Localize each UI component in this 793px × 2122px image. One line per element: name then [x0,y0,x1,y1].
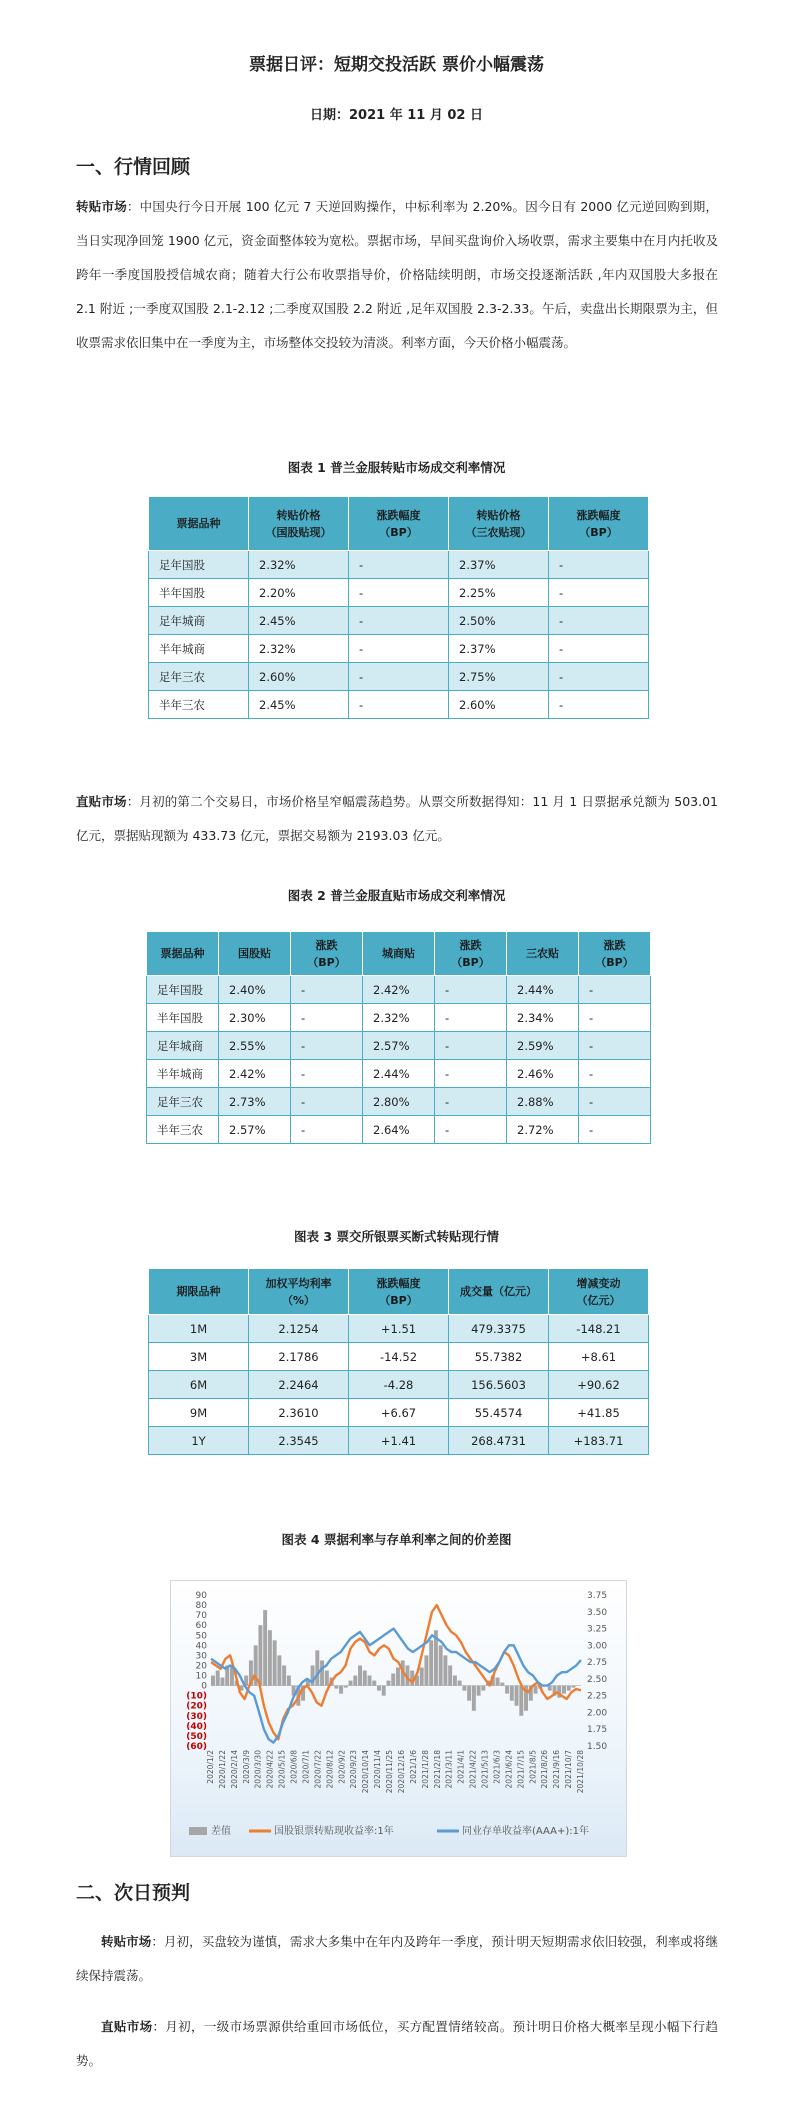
spread-bar [505,1686,509,1694]
row-label-cell: 6M [149,1371,249,1399]
table-cell: - [579,1004,651,1032]
table-cell: - [349,551,449,579]
x-tick-label: 2020/2/14 [229,1750,239,1789]
spread-bar [420,1667,424,1685]
y-right-tick-label: 3.25 [587,1624,608,1635]
y-left-tick-label: (60) [186,1742,207,1752]
x-tick-label: 2020/4/22 [265,1750,275,1789]
table-cell: 2.42% [363,976,435,1004]
y-left-tick-label: 60 [195,1621,207,1632]
label-forecast-transfer: 转贴市场 [101,1934,152,1949]
spread-bar [429,1640,433,1685]
x-tick-label: 2020/6/8 [289,1750,299,1784]
paragraph-forecast-transfer [76,1925,718,1993]
row-label-cell: 足年三农 [149,663,249,691]
x-tick-label: 2020/1/22 [217,1750,227,1789]
column-header [549,1269,649,1315]
table-cell: - [579,1060,651,1088]
column-header-line: 成交量（亿元） [460,1285,537,1298]
column-header-line: 涨跌幅度 [576,508,621,522]
x-tick-label: 2021/6/3 [492,1750,502,1784]
table-cell: +90.62 [549,1371,649,1399]
y-left-tick-label: (30) [186,1711,207,1722]
x-tick-label: 2021/9/16 [552,1750,562,1789]
x-tick-label: 2021/7/15 [516,1750,526,1789]
y-left-tick-label: 90 [195,1591,207,1601]
table-cell: +8.61 [549,1343,649,1371]
table-cell: - [349,607,449,635]
x-tick-label: 2020/9/23 [349,1750,359,1789]
spread-bar [462,1686,466,1691]
legend-label-spread: 差值 [211,1826,231,1837]
row-label-cell: 足年城商 [147,1032,219,1060]
table-cell: +1.51 [349,1315,449,1343]
spread-bar [510,1686,514,1701]
spread-bar [500,1683,504,1686]
table-cell: - [291,1060,363,1088]
table-cell: - [549,551,649,579]
spread-bar [448,1665,452,1685]
x-tick-label: 2021/10/28 [576,1750,585,1794]
table-cell: 55.4574 [449,1399,549,1427]
row-label-cell: 足年城商 [149,607,249,635]
spread-bar [349,1681,353,1686]
table-cell: 2.1254 [249,1315,349,1343]
table-cell: 2.46% [507,1060,579,1088]
paragraph-transfer-market [76,190,718,360]
table-cell: 2.60% [249,663,349,691]
table-cell: -4.28 [349,1371,449,1399]
x-tick-label: 2020/10/14 [361,1750,371,1794]
column-header-line: 转贴价格 [276,508,321,522]
x-tick-label: 2020/5/15 [277,1750,287,1789]
table-cell: 2.42% [219,1060,291,1088]
column-header [149,1269,249,1315]
y-right-tick-label: 1.50 [587,1742,608,1752]
y-right-tick-label: 2.75 [587,1658,608,1669]
spread-bar [344,1686,348,1688]
column-header-line: （国股贴现） [265,525,332,539]
y-left-tick-label: 20 [195,1661,207,1672]
table-cell: - [579,1116,651,1144]
table-cell: - [435,1032,507,1060]
spread-bar [458,1681,462,1686]
column-header-line: （BP） [379,1293,418,1307]
table-row [149,635,649,663]
row-label-cell: 半年城商 [147,1060,219,1088]
column-header-line: 涨跌 [459,938,482,952]
page-title: 票据日评：短期交投活跃 票价小幅震荡 [249,55,544,75]
spread-bar [467,1686,471,1701]
spread-bar [477,1686,481,1696]
legend-label-cd: 同业存单收益率(AAA+):1年 [462,1826,589,1837]
column-header [549,497,649,551]
y-left-tick-label: 0 [201,1681,207,1692]
spread-bar [282,1665,286,1685]
table-row [149,1343,649,1371]
spread-bar [387,1681,391,1686]
spread-bar [424,1655,428,1685]
y-left-tick-label: 30 [195,1651,207,1662]
table-cell: 2.30% [219,1004,291,1032]
table-cell: - [435,1060,507,1088]
table-cell: 2.25% [449,579,549,607]
y-left-tick-label: 80 [195,1601,207,1612]
table-row [149,663,649,691]
spread-bar [567,1686,571,1691]
table-cell: +183.71 [549,1427,649,1455]
column-header-line: （BP） [595,955,634,969]
table-cell: +6.67 [349,1399,449,1427]
table-cell: +1.41 [349,1427,449,1455]
spread-bar [320,1660,324,1685]
column-header-line: 加权平均利率 [265,1276,332,1290]
row-label-cell: 半年城商 [149,635,249,663]
table-row [149,1399,649,1427]
table-row [149,551,649,579]
y-left-tick-label: 70 [195,1611,207,1622]
x-tick-label: 2021/1/28 [420,1750,430,1789]
row-label-cell: 足年国股 [147,976,219,1004]
y-right-tick-label: 3.50 [587,1607,608,1618]
table-cell: - [435,1004,507,1032]
spread-bar [315,1650,319,1685]
spread-bar [562,1686,566,1694]
row-label-cell: 半年三农 [149,691,249,719]
x-tick-label: 2020/11/4 [373,1750,383,1789]
spread-bar [496,1678,500,1686]
table-row [147,1032,651,1060]
spread-bar [268,1630,272,1685]
column-header [349,497,449,551]
table-row [147,1004,651,1032]
table-cell: 2.45% [249,607,349,635]
table-cell: - [435,976,507,1004]
x-tick-label: 2020/7/22 [313,1750,323,1789]
table-cell: 268.4731 [449,1427,549,1455]
x-tick-label: 2020/1/2 [206,1750,215,1784]
x-tick-label: 2020/9/2 [337,1750,347,1784]
column-header-line: （BP） [579,525,618,539]
y-right-tick-label: 2.00 [587,1708,608,1719]
x-tick-label: 2020/3/30 [253,1750,263,1789]
spread-bar [358,1665,362,1685]
table-cell: 2.40% [219,976,291,1004]
column-header [449,497,549,551]
x-tick-label: 2021/5/13 [480,1750,490,1789]
row-label-cell: 半年国股 [149,579,249,607]
table-cell: - [435,1116,507,1144]
label-forecast-direct: 直贴市场 [101,2019,153,2034]
table-cell: - [349,579,449,607]
spread-bar [368,1676,372,1686]
column-header-line: 涨跌幅度 [376,508,421,522]
column-header-line: （%） [281,1293,316,1307]
table-cell: 2.20% [249,579,349,607]
table-cell: 2.64% [363,1116,435,1144]
report-date: 日期：2021 年 11 月 02 日 [310,108,483,123]
table-row [149,579,649,607]
table-cell: 2.37% [449,551,549,579]
column-header-line: 票据品种 [160,947,205,960]
row-label-cell: 1Y [149,1427,249,1455]
x-tick-label: 2020/3/9 [241,1750,251,1784]
row-label-cell: 1M [149,1315,249,1343]
table-cell: 2.72% [507,1116,579,1144]
column-header [249,497,349,551]
text-direct-market: ：月初的第二个交易日，市场价格呈窄幅震荡趋势。从票交所数据得知：11 月 1 日票据承兑额为 503.01 亿元，票据贴现额为 433.73 亿元，票据交易额为 2193.03 亿元。 [76,794,718,843]
table-cell: 2.60% [449,691,549,719]
column-header [449,1269,549,1315]
table-cell: 2.2464 [249,1371,349,1399]
text-transfer-market: ：中国央行今日开展 100 亿元 7 天逆回购操作，中标利率为 2.20%。因今日有 2000 亿元逆回购到期，当日实现净回笼 1900 亿元，资金面整体较为宽松。票据市场，早间买盘询价入场收票，需求主要集中在月内托收及跨年一季度国股授信城农商；随着大行公布收票指导价，价格陆续明朗，市场交投逐渐活跃 ,年内双国股大多报在 2.1 附近 ;一季度双国股 2.1-2.12 ;二季度双国股 2.2 附近 ,足年双国股 2.3-2.33。午后，卖盘出长期限票为主，但收票需求依旧集中在一季度为主，市场整体交投较为清淡。利率方面，今天价格小幅震荡。 [76,199,718,350]
table-header-row [147,932,651,976]
table-row [149,691,649,719]
spread-bar [481,1686,485,1691]
table-cell: -14.52 [349,1343,449,1371]
table-cell: - [579,976,651,1004]
y-left-tick-label: (20) [186,1701,207,1712]
column-header-line: 增减变动 [576,1276,621,1290]
spread-bar [277,1655,281,1685]
table-cell: - [291,976,363,1004]
column-header [249,1269,349,1315]
row-label-cell: 半年三农 [147,1116,219,1144]
x-tick-label: 2021/3/11 [444,1750,454,1789]
row-label-cell: 9M [149,1399,249,1427]
table-cell: - [291,1116,363,1144]
column-header [349,1269,449,1315]
spread-bar [519,1686,523,1716]
x-tick-label: 2021/2/18 [432,1750,442,1789]
spread-bar [515,1686,519,1706]
table-cell: 2.3545 [249,1427,349,1455]
row-label-cell: 3M [149,1343,249,1371]
spread-bar [216,1671,220,1686]
text-forecast-direct: ：月初，一级市场票源供给重回市场低位，买方配置情绪较高。预计明日价格大概率呈现小幅下行趋势。 [76,2019,718,2068]
table-cell: 2.1786 [249,1343,349,1371]
table-row [147,1116,651,1144]
spread-bar [211,1676,215,1686]
table-cell: 2.75% [449,663,549,691]
table-cell: 2.50% [449,607,549,635]
row-label-cell: 半年国股 [147,1004,219,1032]
text-forecast-transfer: ：月初，买盘较为谨慎，需求大多集中在年内及跨年一季度，预计明天短期需求依旧较强，利率或将继续保持震荡。 [76,1934,718,1983]
table-cell: +41.85 [549,1399,649,1427]
spread-bar [287,1676,291,1686]
spread-bar [472,1686,476,1711]
column-header [291,932,363,976]
column-header [363,932,435,976]
x-tick-label: 2020/12/16 [396,1750,406,1794]
x-tick-label: 2021/6/24 [504,1750,514,1789]
column-header-line: 城商贴 [382,947,415,960]
spread-chart [170,1580,627,1857]
table-row [147,976,651,1004]
spread-bar [572,1686,576,1688]
spread-bar [334,1686,338,1689]
column-header-line: 涨跌 [603,938,626,952]
x-tick-label: 2020/11/25 [385,1750,395,1794]
table-cell: 2.37% [449,635,549,663]
column-header-line: 涨跌 [315,938,338,952]
table-cell: 2.57% [219,1116,291,1144]
column-header [507,932,579,976]
column-header-line: （三农贴现） [465,525,532,539]
table-row [149,1427,649,1455]
table-row [149,607,649,635]
y-left-tick-label: 40 [195,1641,207,1652]
table-cell: 2.32% [249,551,349,579]
table-cell: 55.7382 [449,1343,549,1371]
column-header [147,932,219,976]
table-transfer-rates [148,496,649,719]
spread-bar [325,1671,329,1686]
column-header [435,932,507,976]
table-direct-rates [146,931,651,1144]
spread-chart-svg [171,1581,626,1856]
table-cell: 2.44% [507,976,579,1004]
spread-bar [391,1674,395,1686]
column-header-line: （BP） [379,525,418,539]
section-heading-forecast: 二、次日预判 [76,1882,191,1904]
table-cell: - [549,691,649,719]
y-left-tick-label: (10) [186,1691,207,1702]
table-cell: - [579,1088,651,1116]
x-tick-label: 2021/8/26 [540,1750,550,1789]
table-header-row [149,497,649,551]
table1-caption: 图表 1 普兰金服转贴市场成交利率情况 [287,460,506,475]
table-cell: 2.57% [363,1032,435,1060]
x-tick-label: 2020/8/12 [325,1750,335,1789]
table-cell: - [549,607,649,635]
table-cell: - [291,1088,363,1116]
spread-bar [363,1671,367,1686]
y-right-tick-label: 3.75 [587,1591,608,1601]
table-row [149,1371,649,1399]
table-cell: -148.21 [549,1315,649,1343]
table-cell: 2.73% [219,1088,291,1116]
table-cell: 2.88% [507,1088,579,1116]
table-exchange-quotes [148,1268,649,1455]
spread-bar [263,1610,267,1686]
legend-label-discount: 国股银票转贴现收益率:1年 [274,1826,394,1837]
spread-bar [353,1676,357,1686]
table-cell: 2.59% [507,1032,579,1060]
table-cell: 479.3375 [449,1315,549,1343]
spread-bar [396,1667,400,1685]
table2-caption: 图表 2 普兰金服直贴市场成交利率情况 [287,888,506,903]
table-cell: - [435,1088,507,1116]
column-header [219,932,291,976]
table-cell: - [549,635,649,663]
column-header [579,932,651,976]
table-header-row [149,1269,649,1315]
table-cell: 2.34% [507,1004,579,1032]
spread-bar [443,1655,447,1685]
label-transfer-market: 转贴市场 [76,199,127,214]
chart-caption: 图表 4 票据利率与存单利率之间的价差图 [281,1532,512,1547]
x-tick-label: 2021/8/5 [528,1750,538,1784]
table-row [147,1088,651,1116]
column-header-line: 国股贴 [238,947,271,960]
y-left-tick-label: 10 [195,1671,207,1682]
column-header-line: （BP） [451,955,490,969]
x-tick-label: 2021/4/22 [468,1750,478,1789]
y-right-tick-label: 2.50 [587,1674,608,1685]
column-header-line: 期限品种 [176,1285,221,1298]
table-cell: - [349,635,449,663]
y-left-tick-label: 50 [195,1631,207,1642]
y-right-tick-label: 1.75 [587,1725,608,1736]
column-header [149,497,249,551]
table3-caption: 图表 3 票交所银票买断式转贴现行情 [294,1229,499,1244]
table-cell: - [291,1004,363,1032]
table-cell: 2.55% [219,1032,291,1060]
y-right-tick-label: 3.00 [587,1641,608,1652]
table-cell: 2.44% [363,1060,435,1088]
table-cell: 2.3610 [249,1399,349,1427]
label-direct-market: 直贴市场 [76,794,127,809]
section-heading-review: 一、行情回顾 [76,156,191,178]
x-tick-label: 2020/7/1 [301,1750,311,1784]
spread-bar [258,1625,262,1685]
table-cell: - [549,663,649,691]
x-tick-label: 2021/10/7 [564,1750,574,1789]
spread-bar [339,1686,343,1694]
column-header-line: （亿元） [576,1293,621,1307]
table-cell: - [291,1032,363,1060]
spread-bar [220,1678,224,1686]
table-cell: 2.32% [249,635,349,663]
table-cell: 2.45% [249,691,349,719]
paragraph-forecast-direct [76,2010,718,2078]
spread-bar [372,1681,376,1686]
spread-bar [534,1686,538,1694]
column-header-line: 三农贴 [526,947,559,960]
row-label-cell: 足年国股 [149,551,249,579]
column-header-line: 涨跌幅度 [376,1276,421,1290]
column-header-line: 转贴价格 [476,508,521,522]
table-cell: 2.80% [363,1088,435,1116]
table-cell: 156.5603 [449,1371,549,1399]
table-cell: - [349,691,449,719]
x-tick-label: 2021/1/6 [408,1750,418,1784]
spread-bar [453,1676,457,1686]
row-label-cell: 足年三农 [147,1088,219,1116]
y-left-tick-label: (40) [186,1721,207,1732]
x-tick-label: 2021/4/1 [456,1750,466,1784]
column-header-line: 票据品种 [176,517,221,530]
y-left-tick-label: (50) [186,1731,207,1742]
y-right-tick-label: 2.25 [587,1691,608,1702]
legend-swatch-spread [189,1827,207,1835]
table-cell: 2.32% [363,1004,435,1032]
table-cell: - [349,663,449,691]
column-header-line: （BP） [307,955,346,969]
table-row [149,1315,649,1343]
table-cell: - [579,1032,651,1060]
spread-bar [439,1645,443,1685]
spread-bar [273,1640,277,1685]
spread-bar [382,1686,386,1696]
table-row [147,1060,651,1088]
spread-bar [377,1686,381,1691]
table-cell: - [549,579,649,607]
paragraph-direct-market [76,785,718,853]
